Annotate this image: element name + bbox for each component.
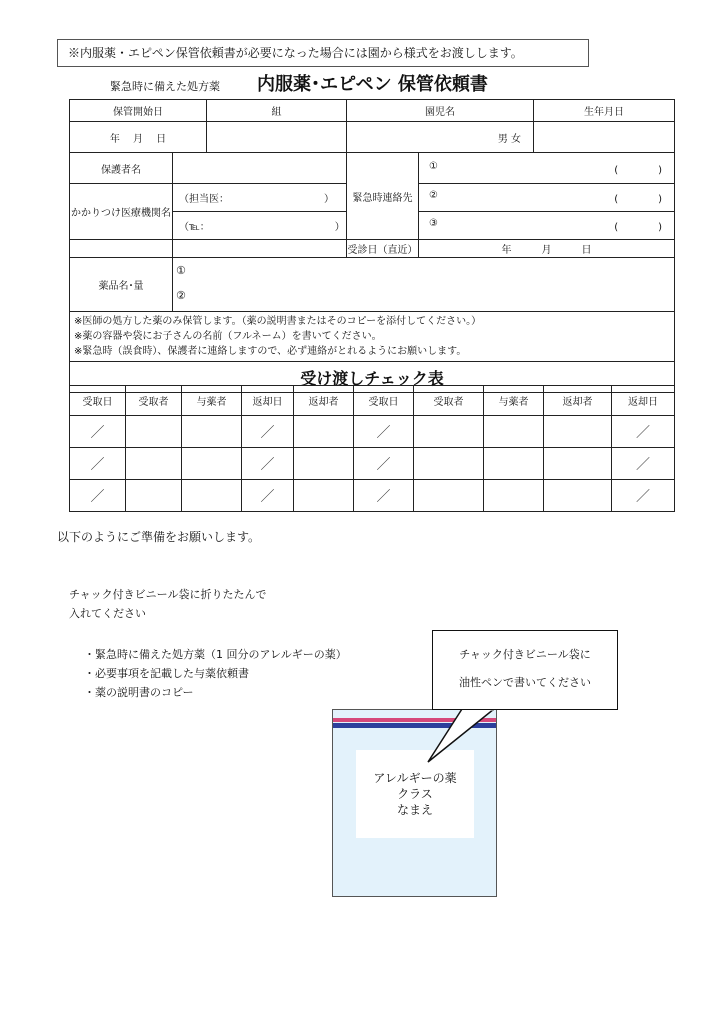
input-cell[interactable] (294, 416, 354, 448)
col-header: 返却日 (242, 386, 294, 416)
input-cell[interactable] (544, 480, 612, 512)
note-2: ※薬の容器や袋にお子さんの名前（フルネーム）を書いてください。 (74, 331, 382, 342)
date-cell[interactable]: ／ (612, 448, 675, 480)
col-header: 受取者 (126, 386, 182, 416)
guardian-name-field[interactable] (173, 153, 347, 184)
contact-paren-2: ( ) (614, 194, 663, 205)
date-cell[interactable]: ／ (612, 416, 675, 448)
visit-date-label: 受診日（直近） (347, 240, 419, 258)
bag-label (356, 750, 474, 838)
emergency-contact-label: 緊急時連絡先 (347, 153, 419, 240)
zipper-stripe-blue (333, 723, 496, 728)
list-item: ・緊急時に備えた処方薬（1 回分のアレルギーの薬） (84, 648, 347, 661)
contact-field-3[interactable] (419, 212, 675, 240)
input-cell[interactable] (294, 480, 354, 512)
input-cell[interactable] (126, 480, 182, 512)
bag-intro (69, 585, 266, 623)
doctor-label: かかりつけ医療機関名 (70, 184, 173, 240)
col-header: 受取者 (414, 386, 484, 416)
medicine-number-2: ② (176, 289, 186, 302)
class-field[interactable] (207, 122, 347, 153)
guardian-name-label: 保護者名 (70, 153, 173, 184)
contact-number-3: ③ (429, 218, 438, 229)
input-cell[interactable] (182, 416, 242, 448)
col-header: 与薬者 (484, 386, 544, 416)
input-cell[interactable] (182, 448, 242, 480)
input-cell[interactable] (484, 480, 544, 512)
child-name-field[interactable] (347, 122, 534, 153)
contact-field-2[interactable] (419, 184, 675, 212)
date-cell[interactable]: ／ (70, 448, 126, 480)
col-header: 与薬者 (182, 386, 242, 416)
doctor-tel-field[interactable]: （℡： ） (173, 212, 347, 240)
list-item: ・必要事項を記載した与薬依頼書 (84, 667, 249, 680)
doctor-charge-field[interactable]: （担当医： ） (173, 184, 347, 212)
medicine-label: 薬品名･量 (70, 258, 173, 312)
contact-field-1[interactable] (419, 153, 675, 184)
table-row (70, 480, 675, 512)
date-cell[interactable]: ／ (354, 448, 414, 480)
bag-label-line: クラス (397, 787, 433, 801)
checklist-table (69, 385, 675, 512)
bubble-line: チャック付きビニール袋に (459, 648, 591, 661)
input-cell[interactable] (414, 416, 484, 448)
input-cell[interactable] (544, 416, 612, 448)
speech-bubble (432, 630, 618, 710)
date-cell[interactable]: ／ (354, 480, 414, 512)
birthdate-field[interactable] (534, 122, 675, 153)
header-class: 組 (207, 100, 347, 122)
bag-intro-line: チャック付きビニール袋に折りたたんで (69, 588, 267, 601)
input-cell[interactable] (414, 480, 484, 512)
subtitle: 緊急時に備えた処方薬 (110, 80, 220, 93)
date-cell[interactable]: ／ (354, 416, 414, 448)
notice-box: ※内服薬・エピペン保管依頼書が必要になった場合には園から様式をお渡しします。 (57, 39, 589, 67)
contact-paren-1: ( ) (614, 164, 663, 176)
visit-date-field[interactable]: 年 月 日 (419, 240, 675, 258)
bag-intro-line: 入れてください (69, 607, 146, 620)
bag-items-list (84, 645, 347, 702)
col-header: 返却者 (294, 386, 354, 416)
input-cell[interactable] (126, 448, 182, 480)
note-3: ※緊急時（誤食時）、保護者に連絡しますので、必ず連絡がとれるようにお願いします。 (74, 346, 467, 357)
contact-number-1: ① (429, 160, 438, 172)
date-cell[interactable]: ／ (242, 416, 294, 448)
list-item: ・薬の説明書のコピー (84, 686, 194, 699)
medicine-number-1: ① (176, 264, 186, 277)
zipper-stripe-pink (333, 718, 496, 722)
table-row (70, 448, 675, 480)
date-cell[interactable]: ／ (612, 480, 675, 512)
page-title: 内服薬･エピペン 保管依頼書 (257, 74, 488, 95)
gender-options[interactable]: 男 女 (497, 133, 522, 145)
input-cell[interactable] (414, 448, 484, 480)
input-cell[interactable] (126, 416, 182, 448)
input-cell[interactable] (484, 448, 544, 480)
start-date-field[interactable]: 年 月 日 (70, 122, 207, 153)
zipper-bag-illustration (332, 709, 497, 897)
request-form-table (69, 99, 675, 393)
bubble-line: 油性ペンで書いてください (459, 676, 591, 689)
col-header: 返却者 (544, 386, 612, 416)
contact-paren-3: ( ) (614, 222, 663, 233)
checklist-header-row (70, 386, 675, 416)
header-child-name: 園児名 (347, 100, 534, 122)
date-cell[interactable]: ／ (70, 480, 126, 512)
header-birthdate: 生年月日 (534, 100, 675, 122)
date-cell[interactable]: ／ (242, 448, 294, 480)
date-cell[interactable]: ／ (70, 416, 126, 448)
bag-label-line: なまえ (396, 803, 433, 817)
bag-label-line: アレルギーの薬 (373, 771, 457, 785)
medicine-field[interactable] (173, 258, 675, 312)
col-header: 受取日 (70, 386, 126, 416)
table-row (70, 416, 675, 448)
contact-number-2: ② (429, 190, 438, 201)
input-cell[interactable] (294, 448, 354, 480)
input-cell[interactable] (544, 448, 612, 480)
input-cell[interactable] (182, 480, 242, 512)
col-header: 返却日 (612, 386, 675, 416)
prep-note: 以下のようにご準備をお願いします。 (57, 530, 261, 544)
input-cell[interactable] (484, 416, 544, 448)
notes-cell (70, 312, 675, 362)
note-1: ※医師の処方した薬のみ保管します。（薬の説明書またはそのコピーを添付してください。） (74, 316, 482, 327)
header-start-date: 保管開始日 (70, 100, 207, 122)
col-header: 受取日 (354, 386, 414, 416)
checklist-title: 受け渡しチェック表 (70, 362, 675, 393)
date-cell[interactable]: ／ (242, 480, 294, 512)
